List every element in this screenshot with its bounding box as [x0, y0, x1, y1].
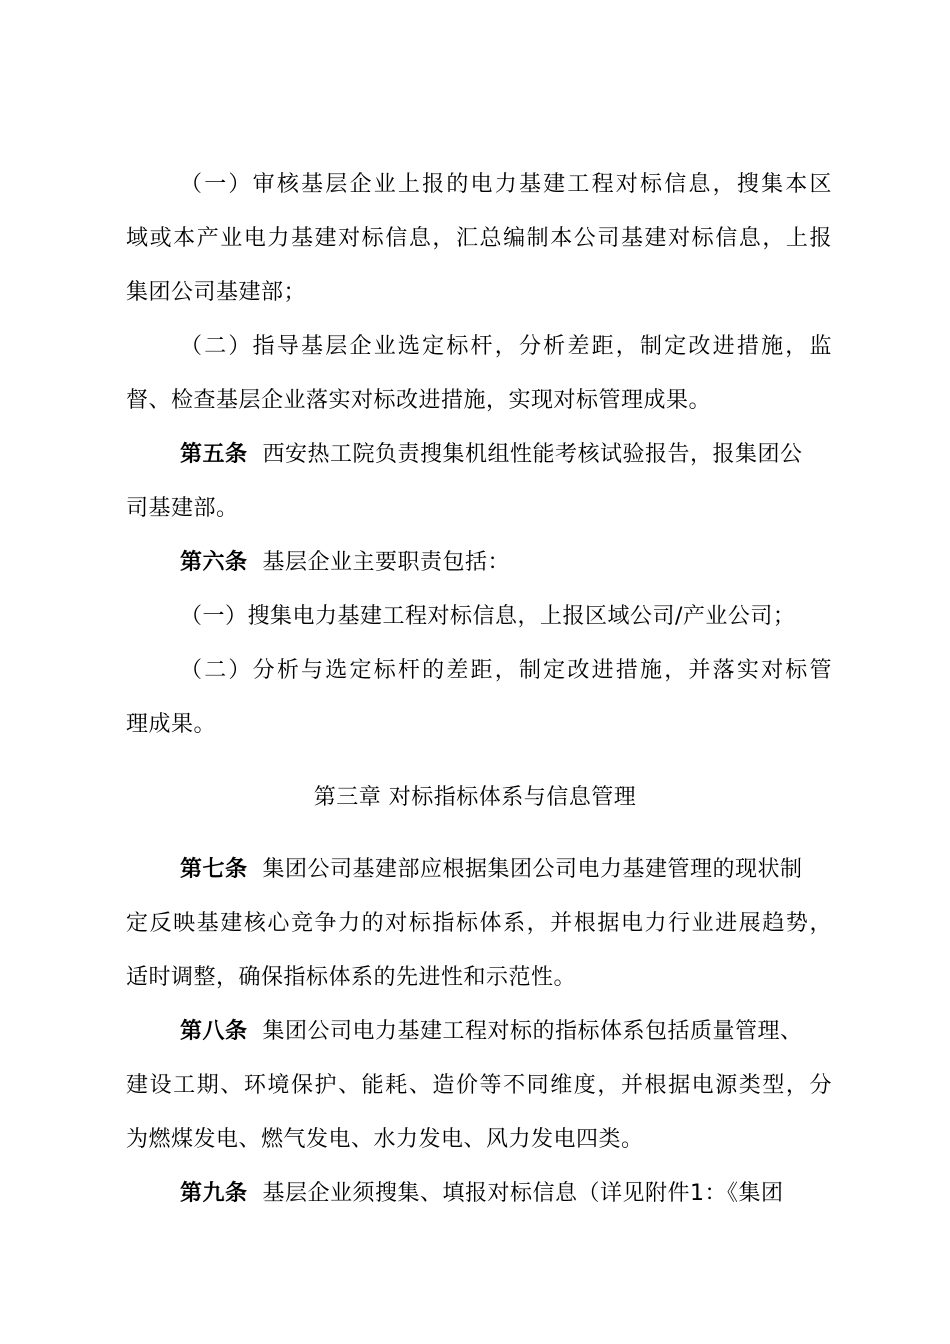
- paragraph-line: （一）搜集电力基建工程对标信息，上报区域公司/产业公司；: [180, 604, 796, 629]
- paragraph-line: 理成果。: [126, 712, 217, 737]
- paragraph-line: 适时调整，确保指标体系的先进性和示范性。: [126, 965, 577, 990]
- article-5-line: 第五条 西安热工院负责搜集机组性能考核试验报告，报集团公: [180, 442, 803, 467]
- article-6-line: 第六条 基层企业主要职责包括：: [180, 550, 511, 575]
- article-8-line: 第八条 集团公司电力基建工程对标的指标体系包括质量管理、: [180, 1019, 803, 1044]
- paragraph-line: 督、检查基层企业落实对标改进措施，实现对标管理成果。: [126, 388, 712, 413]
- article-number: 第六条: [180, 550, 248, 575]
- article-number: 第五条: [180, 442, 248, 467]
- chapter-heading: 第三章 对标指标体系与信息管理: [313, 785, 637, 810]
- paragraph-line: 定反映基建核心竞争力的对标指标体系，并根据电力行业进展趋势，: [126, 911, 832, 936]
- paragraph-line: （二）指导基层企业选定标杆，分析差距，制定改进措施，监: [180, 334, 832, 359]
- article-number: 第七条: [180, 857, 248, 882]
- article-7-line: 第七条 集团公司基建部应根据集团公司电力基建管理的现状制: [180, 857, 803, 882]
- paragraph-line: 集团公司基建部；: [126, 280, 307, 305]
- article-9-line: 第九条 基层企业须搜集、填报对标信息（详见附件1：《集团: [180, 1181, 784, 1206]
- paragraph-line: 司基建部。: [126, 496, 239, 521]
- paragraph-line: 为燃煤发电、燃气发电、水力发电、风力发电四类。: [126, 1127, 644, 1152]
- paragraph-line: 域或本产业电力基建对标信息，汇总编制本公司基建对标信息，上报: [126, 226, 832, 251]
- article-number: 第九条: [180, 1181, 248, 1206]
- article-number: 第八条: [180, 1019, 248, 1044]
- paragraph-line: （一）审核基层企业上报的电力基建工程对标信息，搜集本区: [180, 172, 832, 197]
- paragraph-line: 建设工期、环境保护、能耗、造价等不同维度，并根据电源类型，分: [126, 1073, 832, 1098]
- paragraph-line: （二）分析与选定标杆的差距，制定改进措施，并落实对标管: [180, 658, 832, 683]
